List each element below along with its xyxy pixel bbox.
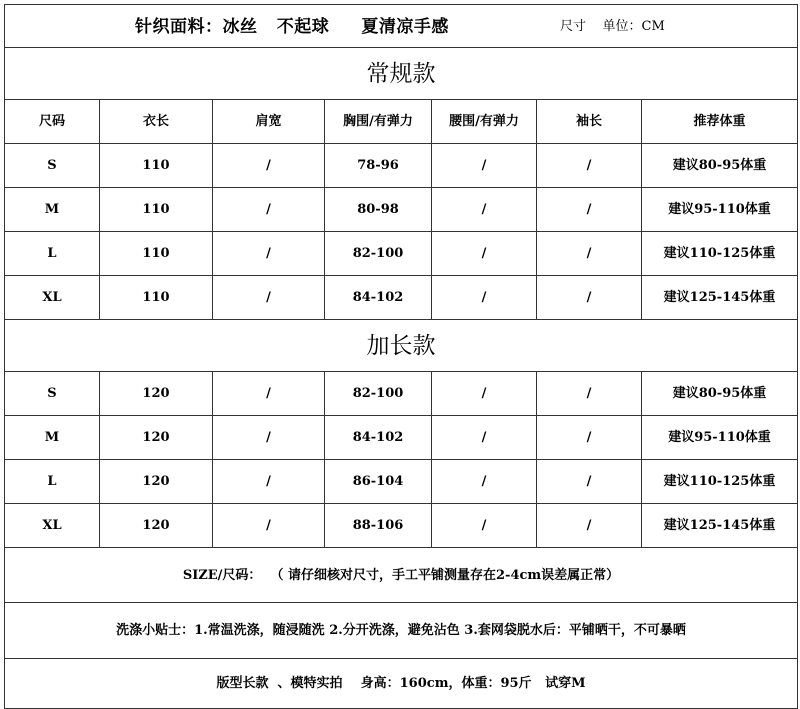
table-cell: L: [5, 460, 100, 503]
table-cell: S: [5, 372, 100, 415]
table-cell: /: [213, 460, 325, 503]
table-cell: 78-96: [325, 144, 432, 187]
column-header: 衣长: [100, 100, 213, 143]
wash-tips: 洗涤小贴士：1.常温洗涤，随浸随洗 2.分开洗涤，避免沾色 3.套网袋脱水后：平铺晒干，不可暴晒: [4, 603, 798, 659]
column-header: 袖长: [537, 100, 642, 143]
table-cell: 120: [100, 416, 213, 459]
table-cell: M: [5, 416, 100, 459]
table-cell: 建议80-95体重: [672, 386, 767, 401]
table-cell: /: [213, 232, 325, 275]
table-cell: /: [537, 188, 642, 231]
table-cell: 建议110-125体重: [663, 474, 776, 489]
table-row: [4, 276, 798, 320]
table-cell: /: [432, 232, 537, 275]
table-cell: 110: [100, 276, 213, 319]
table-cell: 建议95-110体重: [668, 202, 771, 217]
size-chart-sheet: [4, 4, 798, 709]
table-cell: 120: [100, 504, 213, 547]
column-header: 胸围/有弹力: [325, 100, 432, 143]
table-cell: 120: [100, 372, 213, 415]
table-cell: 110: [100, 232, 213, 275]
fabric-header-row: [4, 4, 798, 48]
table-row: [4, 188, 798, 232]
table-cell: /: [213, 276, 325, 319]
table-cell: 80-98: [325, 188, 432, 231]
table-cell: /: [432, 372, 537, 415]
table-cell: M: [5, 188, 100, 231]
table-cell: /: [432, 460, 537, 503]
table-cell: 86-104: [325, 460, 432, 503]
column-header-row: [4, 100, 798, 144]
table-cell: 82-100: [325, 372, 432, 415]
table-cell: 88-106: [325, 504, 432, 547]
table-row: [4, 372, 798, 416]
table-cell: 84-102: [325, 416, 432, 459]
section-title-regular: 常规款: [4, 48, 798, 100]
table-cell: /: [432, 188, 537, 231]
table-row: [4, 460, 798, 504]
model-info: 版型长款 、模特实拍 身高：160cm，体重：95斤 试穿M: [4, 659, 798, 709]
table-cell: /: [537, 144, 642, 187]
table-cell: /: [213, 144, 325, 187]
table-cell: 建议110-125体重: [663, 246, 776, 261]
table-cell: /: [213, 416, 325, 459]
table-cell: /: [213, 188, 325, 231]
section-title-long: 加长款: [4, 320, 798, 372]
table-cell: /: [537, 372, 642, 415]
table-cell: 建议80-95体重: [672, 158, 767, 173]
table-cell: 建议95-110体重: [668, 430, 771, 445]
table-cell: 84-102: [325, 276, 432, 319]
table-cell: S: [5, 144, 100, 187]
table-cell: /: [213, 504, 325, 547]
table-cell: /: [432, 276, 537, 319]
table-row: [4, 144, 798, 188]
table-cell: /: [432, 504, 537, 547]
table-cell: 110: [100, 188, 213, 231]
column-header: 推荐体重: [693, 114, 746, 129]
table-cell: /: [432, 416, 537, 459]
table-cell: 82-100: [325, 232, 432, 275]
size-note: SIZE/尺码： （ 请仔细核对尺寸，手工平铺测量存在2-4cm误差属正常）: [4, 548, 798, 603]
table-cell: L: [5, 232, 100, 275]
table-cell: /: [537, 276, 642, 319]
unit-label: 尺寸 单位：CM: [560, 19, 665, 34]
column-header: 肩宽: [213, 100, 325, 143]
table-row: [4, 232, 798, 276]
table-cell: /: [537, 504, 642, 547]
table-cell: 120: [100, 460, 213, 503]
table-cell: /: [432, 144, 537, 187]
table-row: [4, 504, 798, 548]
table-cell: 建议125-145体重: [663, 290, 776, 305]
table-cell: XL: [5, 276, 100, 319]
column-header: 尺码: [5, 100, 100, 143]
column-header: 腰围/有弹力: [432, 100, 537, 143]
table-cell: /: [213, 372, 325, 415]
table-cell: /: [537, 460, 642, 503]
table-cell: /: [537, 232, 642, 275]
table-cell: 建议125-145体重: [663, 518, 776, 533]
regular-size-rows: [4, 144, 798, 320]
table-row: [4, 416, 798, 460]
table-cell: 110: [100, 144, 213, 187]
fabric-description: 针织面料：冰丝 不起球 夏清凉手感: [135, 17, 449, 37]
table-cell: XL: [5, 504, 100, 547]
table-cell: /: [537, 416, 642, 459]
long-size-rows: [4, 372, 798, 548]
